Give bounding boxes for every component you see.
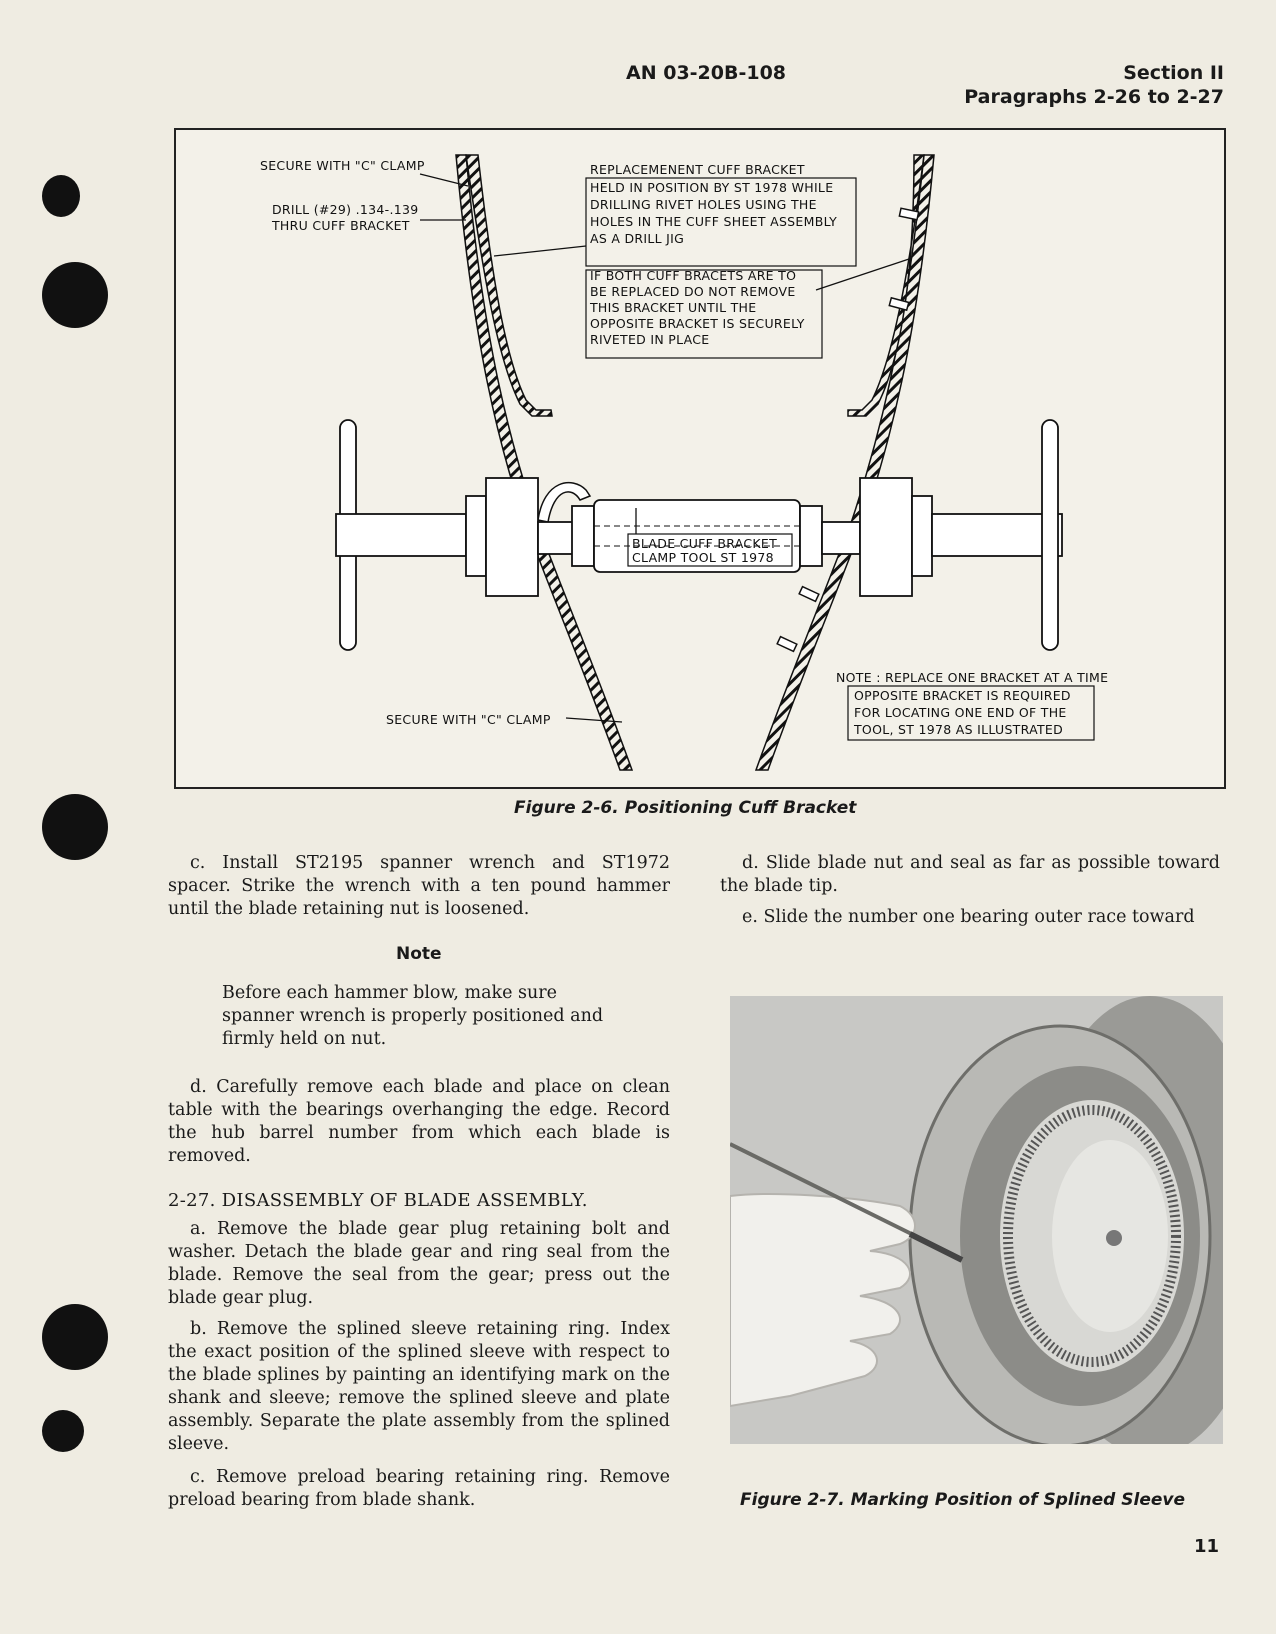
punch-hole [42,794,108,860]
label-both-4: OPPOSITE BRACKET IS SECURELY [590,316,805,331]
para-a-remove-gear-plug: a. Remove the blade gear plug retaining bolt and washer. Detach the blade gear and ring seal from the blade. Remove the seal from the gear; press out the blade gear plug. [168,1219,670,1308]
label-drill-2: THRU CUFF BRACKET [272,218,410,233]
para-c-preload-bearing: c. Remove preload bearing retaining ring. Remove preload bearing from blade shank. [168,1467,670,1510]
para-b-splined-sleeve: b. Remove the splined sleeve retaining ring. Index the exact position of the splined sleeve with respect to the blade splines by painting an identifying mark on the shank and sleeve; remove the splined sleeve and plate assembly. Separate the plate assembly from the splined sleeve. [168,1319,670,1454]
label-note-2: OPPOSITE BRACKET IS REQUIRED [854,688,1071,703]
figure-2-7-caption: Figure 2-7. Marking Position of Splined Sleeve [740,1490,1185,1510]
label-replacement-1: REPLACEMENENT CUFF BRACKET [590,162,805,177]
paragraphs-label: Paragraphs 2-26 to 2-27 [964,86,1224,108]
label-replacement-3: DRILLING RIVET HOLES USING THE [590,197,817,212]
para-e-slide-race: e. Slide the number one bearing outer race toward [742,907,1195,927]
punch-hole [42,262,108,328]
label-note-3: FOR LOCATING ONE END OF THE [854,705,1067,720]
para-d-remove-blade: d. Carefully remove each blade and place on clean table with the bearings overhanging the edge. Record the hub barrel number from which each blade is removed. [168,1077,670,1166]
label-clamp-tool-2: CLAMP TOOL ST 1978 [632,550,774,565]
label-replacement-5: AS A DRILL JIG [590,231,685,246]
label-clamp-tool-1: BLADE CUFF BRACKET [632,536,778,551]
page-number: 11 [1194,1536,1220,1557]
para-c-install-wrench: c. Install ST2195 spanner wrench and ST1972 spacer. Strike the wrench with a ten pound hammer until the blade retaining nut is loosened. [168,853,670,919]
punch-hole [42,1304,108,1370]
note-text: Before each hammer blow, make sure spanner wrench is properly positioned and firmly held on nut. [222,983,604,1049]
figure-2-7-photo [730,996,1223,1444]
section-label: Section II [1123,62,1224,84]
label-drill-1: DRILL (#29) .134-.139 [272,202,419,217]
label-secure-bottom: SECURE WITH "C" CLAMP [386,712,551,727]
label-secure-top: SECURE WITH "C" CLAMP [260,158,425,173]
cuff-bracket-drawing [176,130,1224,787]
splined-sleeve-photo-drawing [730,996,1223,1444]
label-both-5: RIVETED IN PLACE [590,332,710,347]
figure-2-6-diagram [174,128,1226,789]
section-heading-2-27: 2-27. DISASSEMBLY OF BLADE ASSEMBLY. [168,1190,588,1211]
figure-2-6-caption: Figure 2-6. Positioning Cuff Bracket [514,798,857,818]
punch-hole [42,1410,84,1452]
doc-number: AN 03-20B-108 [626,62,787,84]
para-d-slide-nut: d. Slide blade nut and seal as far as possible toward the blade tip. [720,853,1220,896]
label-both-3: THIS BRACKET UNTIL THE [590,300,757,315]
punch-hole [42,175,80,217]
label-both-1: IF BOTH CUFF BRACETS ARE TO [590,268,797,283]
label-replacement-4: HOLES IN THE CUFF SHEET ASSEMBLY [590,214,838,229]
label-replacement-2: HELD IN POSITION BY ST 1978 WHILE [590,180,834,195]
note-title: Note [396,944,442,964]
label-note-1: NOTE : REPLACE ONE BRACKET AT A TIME [836,670,1109,685]
label-both-2: BE REPLACED DO NOT REMOVE [590,284,796,299]
label-note-4: TOOL, ST 1978 AS ILLUSTRATED [854,722,1064,737]
